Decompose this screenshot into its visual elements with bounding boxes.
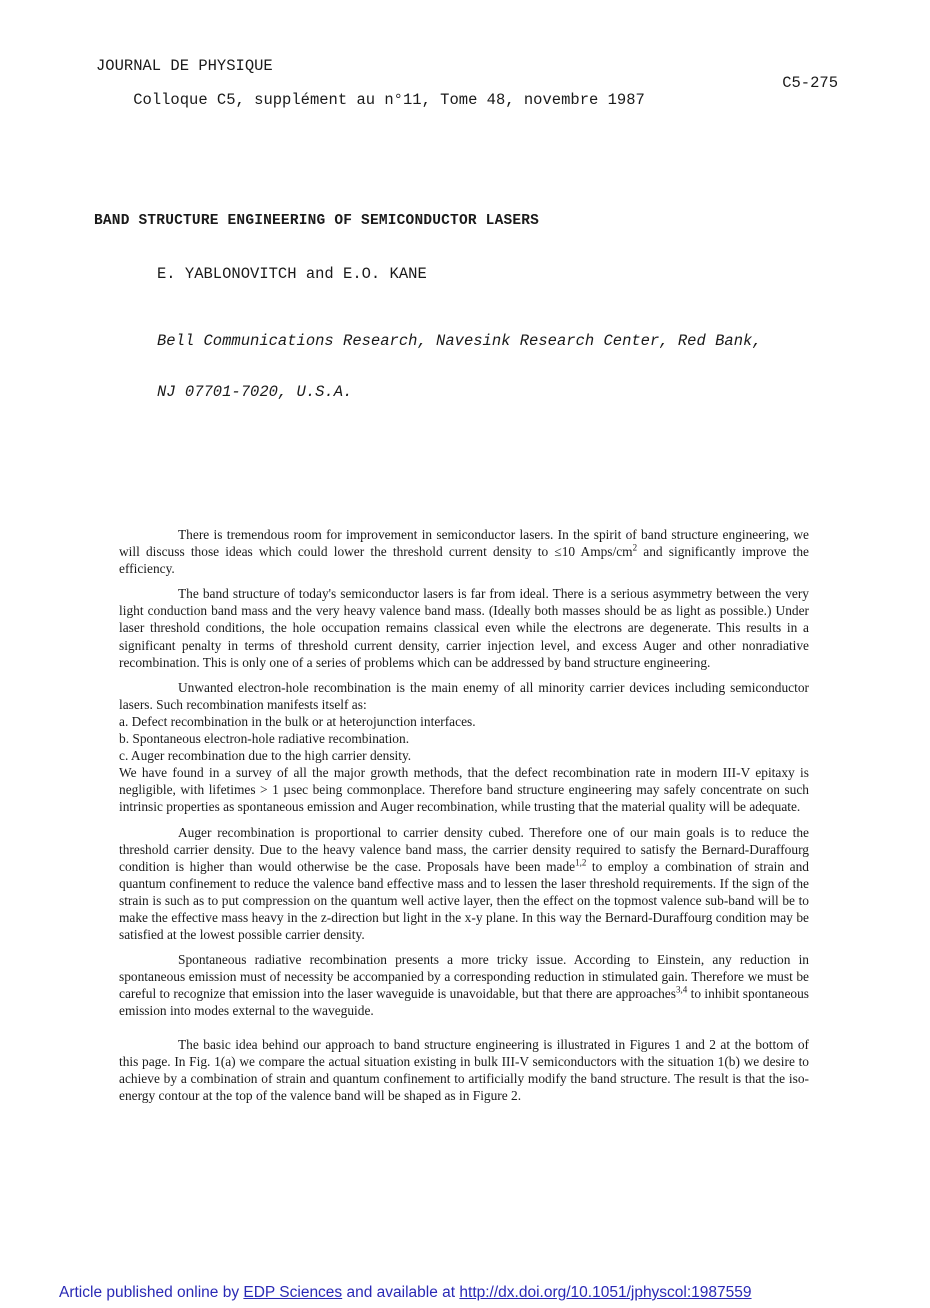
paragraph-5-text-a: Auger recombination is proportional to carrier density cubed. Therefore one of our main goals is to reduce the threshold carrier density. Due to the heavy valence band mass, the carrier density required to satisfy the Bernard-Duraffourg condition is higher than would otherwise be the case. Proposals have been made bbox=[119, 824, 809, 874]
page-number: C5-275 bbox=[782, 74, 838, 92]
doi-link[interactable]: http://dx.doi.org/10.1051/jphyscol:1987559 bbox=[459, 1284, 752, 1301]
footer-middle: and available at bbox=[342, 1284, 460, 1301]
paragraph-7: The basic idea behind our approach to band structure engineering is illustrated in Figures 1 and 2 at the bottom of this page. In Fig. 1(a) we compare the actual situation existing in bulk III-V semiconductors with the situation 1(b) we desire to achieve by a combination of strain and quantum confinement to artificially modify the band structure. The result is that the iso-energy contour at the top of the valence band will be shaped as in Figure 2. bbox=[119, 1036, 809, 1103]
paragraph-6-text-b: to inhibit spontaneous emission into modes external to the waveguide. bbox=[119, 986, 809, 1019]
superscript-exponent: 2 bbox=[632, 542, 638, 553]
affiliation-line-1: Bell Communications Research, Navesink Research Center, Red Bank, bbox=[157, 332, 762, 350]
colloque-info: Colloque C5, supplément au n°11, Tome 48, novembre 1987 bbox=[133, 91, 645, 109]
paragraph-1 bbox=[119, 526, 809, 577]
paragraph-3: Unwanted electron-hole recombination is the main enemy of all minority carrier devices including semiconductor lasers. Such recombination manifests itself as: bbox=[119, 679, 809, 712]
citation-3-4: 3,4 bbox=[675, 984, 688, 995]
journal-name: JOURNAL DE PHYSIQUE bbox=[96, 57, 273, 75]
paragraph-1-text-b: and significantly improve the efficiency. bbox=[119, 544, 810, 577]
paragraph-2: The band structure of today's semiconductor lasers is far from ideal. There is a serious asymmetry between the very light conduction band mass and the very heavy valence band mass. (Ideally both masses should be as light as possible.) Under laser threshold conditions, the hole occupation remains classical even while the electrons are degenerate. This results in a significant penalty in terms of threshold current density, carrier injection level, and excess Auger and other nonradiative recombination. This is only one of a series of problems which can be addressed by band structure engineering. bbox=[119, 586, 809, 670]
paragraph-6 bbox=[119, 951, 809, 1019]
colloque-line bbox=[96, 75, 838, 143]
affiliation-line-2: NJ 07701-7020, U.S.A. bbox=[157, 383, 353, 401]
paper-body bbox=[119, 526, 809, 1104]
journal-header bbox=[96, 58, 838, 143]
edp-sciences-link[interactable]: EDP Sciences bbox=[243, 1284, 343, 1301]
publication-footer bbox=[59, 1284, 752, 1302]
paragraph-5-text-b: to employ a combination of strain and quantum confinement to reduce the valence band effective mass and to lessen the laser threshold requirements. If the sign of the strain is such as to put compression on the quantum well active layer, then the effect on the topmost valence sub-band will be to make the effective mass heavy in the z-direction but light in the x-y plane. In this way the Bernard-Duraffourg condition may be satisfied at the lowest possible carrier density. bbox=[119, 858, 809, 943]
paragraph-5 bbox=[119, 824, 809, 944]
list-item-b: b. Spontaneous electron-hole radiative recombination. bbox=[119, 731, 410, 747]
author-affiliation bbox=[157, 299, 762, 418]
paragraph-6-text-a: Spontaneous radiative recombination presents a more tricky issue. According to Einstein, any reduction in spontaneous emission must of necessity be accompanied by a corresponding reduction in stimulated gain. Therefore we must be careful to recognize that emission into the laser waveguide is unavoidable, but that there are approaches bbox=[119, 952, 809, 1002]
footer-prefix: Article published online by bbox=[59, 1284, 244, 1301]
citation-1-2: 1,2 bbox=[575, 857, 587, 868]
paragraph-1-text-a: There is tremendous room for improvement in semiconductor lasers. In the spirit of band structure engineering, we will discuss those ideas which could lower the threshold current density to ≤10 Amps/cm bbox=[119, 527, 809, 560]
paper-authors: E. YABLONOVITCH and E.O. KANE bbox=[157, 265, 427, 283]
list-item-c: c. Auger recombination due to the high carrier density. bbox=[119, 748, 412, 764]
paragraph-4: We have found in a survey of all the major growth methods, that the defect recombination rate in modern III-V epitaxy is negligible, with lifetimes > 1 µsec being commonplace. Therefore band structure engineering may safely concentrate on such intrinsic properties as spontaneous emission and Auger recombination, while trusting that the material quality will be adequate. bbox=[119, 765, 809, 815]
list-item-a: a. Defect recombination in the bulk or at heterojunction interfaces. bbox=[119, 713, 476, 729]
paper-title: BAND STRUCTURE ENGINEERING OF SEMICONDUCTOR LASERS bbox=[94, 213, 540, 229]
